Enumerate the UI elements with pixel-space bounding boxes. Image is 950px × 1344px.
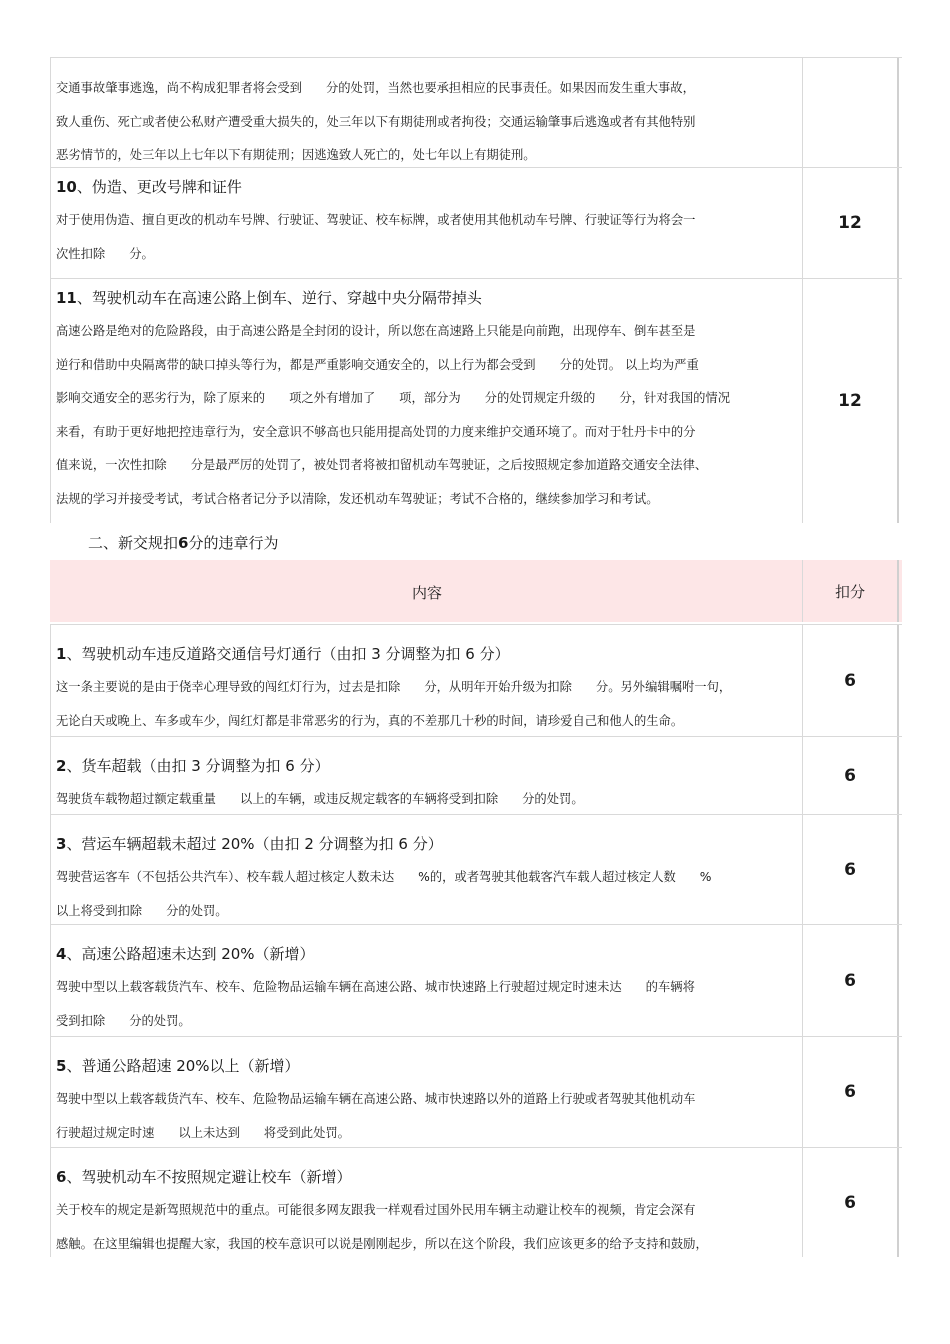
row-body: [56, 1194, 798, 1261]
penalty-table-6: [50, 560, 902, 1257]
row-body: [56, 72, 798, 173]
row-score: 6: [803, 925, 899, 1036]
row-content: [50, 815, 803, 924]
row-score: 6: [803, 737, 899, 814]
row-score: 12: [803, 168, 899, 278]
body-line: 行驶超过规定时速 以上未达到 将受到此处罚。: [56, 1125, 350, 1140]
row-content: [50, 925, 803, 1036]
row-title: 4、高速公路超速未达到 20%（新增）: [56, 945, 315, 963]
table-row: [50, 736, 902, 814]
row-score: 6: [803, 1037, 899, 1147]
table-row: [50, 814, 902, 924]
row-content: [50, 1148, 803, 1257]
table-row: [50, 1036, 902, 1147]
row-body: [56, 315, 798, 516]
penalty-table-12: [50, 57, 902, 523]
row-title: 3、营运车辆超载未超过 20%（由扣 2 分调整为扣 6 分）: [56, 835, 443, 853]
body-line: 致人重伤、死亡或者使公私财产遭受重大损失的，处三年以下有期徒刑或者拘役；交通运输肇事后逃逸或者有其他特别: [56, 114, 696, 129]
table-row: [50, 924, 902, 1036]
table-row: [50, 167, 902, 278]
row-title: 11、驾驶机动车在高速公路上倒车、逆行、穿越中央分隔带掉头: [56, 289, 482, 307]
row-score: [803, 58, 899, 167]
row-score: 6: [803, 1148, 899, 1257]
body-line: 交通事故肇事逃逸，尚不构成犯罪者将会受到 分的处罚，当然也要承担相应的民事责任。如果因而发生重大事故，: [56, 81, 695, 95]
header-score: 扣分: [803, 560, 899, 622]
table-row: [50, 278, 902, 523]
row-title: 5、普通公路超速 20%以上（新增）: [56, 1057, 300, 1075]
row-content: [50, 737, 803, 814]
header-content: 内容: [50, 560, 803, 622]
body-line: 来看，有助于更好地把控违章行为，安全意识不够高也只能用提高处罚的力度来维护交通环境了。而对于牡丹卡中的分: [56, 424, 696, 439]
body-line: 以上将受到扣除 分的处罚。: [56, 903, 228, 918]
row-body: [56, 971, 798, 1038]
table-row: [50, 57, 902, 167]
body-line: 感触。在这里编辑也提醒大家，我国的校车意识可以说是刚刚起步，所以在这个阶段，我们应该更多的给予支持和鼓励，: [56, 1236, 708, 1251]
row-content: [50, 168, 803, 278]
body-line: 驾驶货车载物超过额定载重量 以上的车辆，或违反规定载客的车辆将受到扣除 分的处罚。: [56, 792, 584, 806]
row-title: 2、货车超载（由扣 3 分调整为扣 6 分）: [56, 757, 330, 775]
row-content: [50, 625, 803, 736]
body-line: 受到扣除 分的处罚。: [56, 1013, 191, 1028]
row-body: [56, 204, 798, 271]
body-line: 逆行和借助中央隔离带的缺口掉头等行为，都是严重影响交通安全的，以上行为都会受到 分的处罚。 以上均为严重: [56, 357, 699, 372]
row-title: 6、驾驶机动车不按照规定避让校车（新增）: [56, 1168, 352, 1186]
row-content: [50, 279, 803, 523]
row-score: 6: [803, 815, 899, 924]
row-score: 12: [803, 279, 899, 523]
row-body: [56, 861, 798, 928]
body-line: 驾驶中型以上载客载货汽车、校车、危险物品运输车辆在高速公路、城市快速路上行驶超过规定时速未达 的车辆将: [56, 980, 695, 994]
table-row: [50, 624, 902, 736]
body-line: 关于校车的规定是新驾照规范中的重点。可能很多网友跟我一样观看过国外民用车辆主动避让校车的视频，肯定会深有: [56, 1203, 696, 1217]
body-line: 值来说，一次性扣除 分是最严厉的处罚了，被处罚者将被扣留机动车驾驶证，之后按照规定参加道路交通安全法律、: [56, 458, 708, 472]
section-heading: 二、新交规扣6分的违章行为: [88, 534, 279, 552]
row-content: [50, 58, 803, 167]
body-line: 驾驶中型以上载客载货汽车、校车、危险物品运输车辆在高速公路、城市快速路以外的道路上行驶或者驾驶其他机动车: [56, 1092, 696, 1106]
table-row: [50, 1147, 902, 1257]
body-line: 次性扣除 分。: [56, 246, 154, 261]
body-line: 恶劣情节的，处三年以上七年以下有期徒刑；因逃逸致人死亡的，处七年以上有期徒刑。: [56, 148, 536, 162]
row-content: [50, 1037, 803, 1147]
table-header: [50, 560, 902, 622]
body-line: 法规的学习并接受考试，考试合格者记分予以清除，发还机动车驾驶证；考试不合格的，继续参加学习和考试。: [56, 491, 659, 506]
body-line: 高速公路是绝对的危险路段，由于高速公路是全封闭的设计，所以您在高速路上只能是向前跑，出现停车、倒车甚至是: [56, 324, 696, 338]
body-line: 这一条主要说的是由于侥幸心理导致的闯红灯行为，过去是扣除 分，从明年开始升级为扣除 分。另外编辑嘱咐一句，: [56, 680, 732, 694]
body-line: 驾驶营运客车（不包括公共汽车）、校车载人超过核定人数未达 %的，或者驾驶其他载客汽车载人超过核定人数 %: [56, 870, 712, 884]
row-body: [56, 1083, 798, 1150]
row-title: 1、驾驶机动车违反道路交通信号灯通行（由扣 3 分调整为扣 6 分）: [56, 645, 510, 663]
body-line: 对于使用伪造、擅自更改的机动车号牌、行驶证、驾驶证、校车标牌，或者使用其他机动车号牌、行驶证等行为将会一: [56, 213, 696, 227]
row-score: 6: [803, 625, 899, 736]
row-body: [56, 783, 798, 817]
body-line: 无论白天或晚上、车多或车少，闯红灯都是非常恶劣的行为，真的不差那几十秒的时间，请珍爱自己和他人的生命。: [56, 713, 684, 728]
row-title: 10、伪造、更改号牌和证件: [56, 178, 242, 196]
body-line: 影响交通安全的恶劣行为，除了原来的 项之外有增加了 项，部分为 分的处罚规定升级的 分，针对我国的情况: [56, 391, 731, 405]
row-body: [56, 671, 798, 738]
